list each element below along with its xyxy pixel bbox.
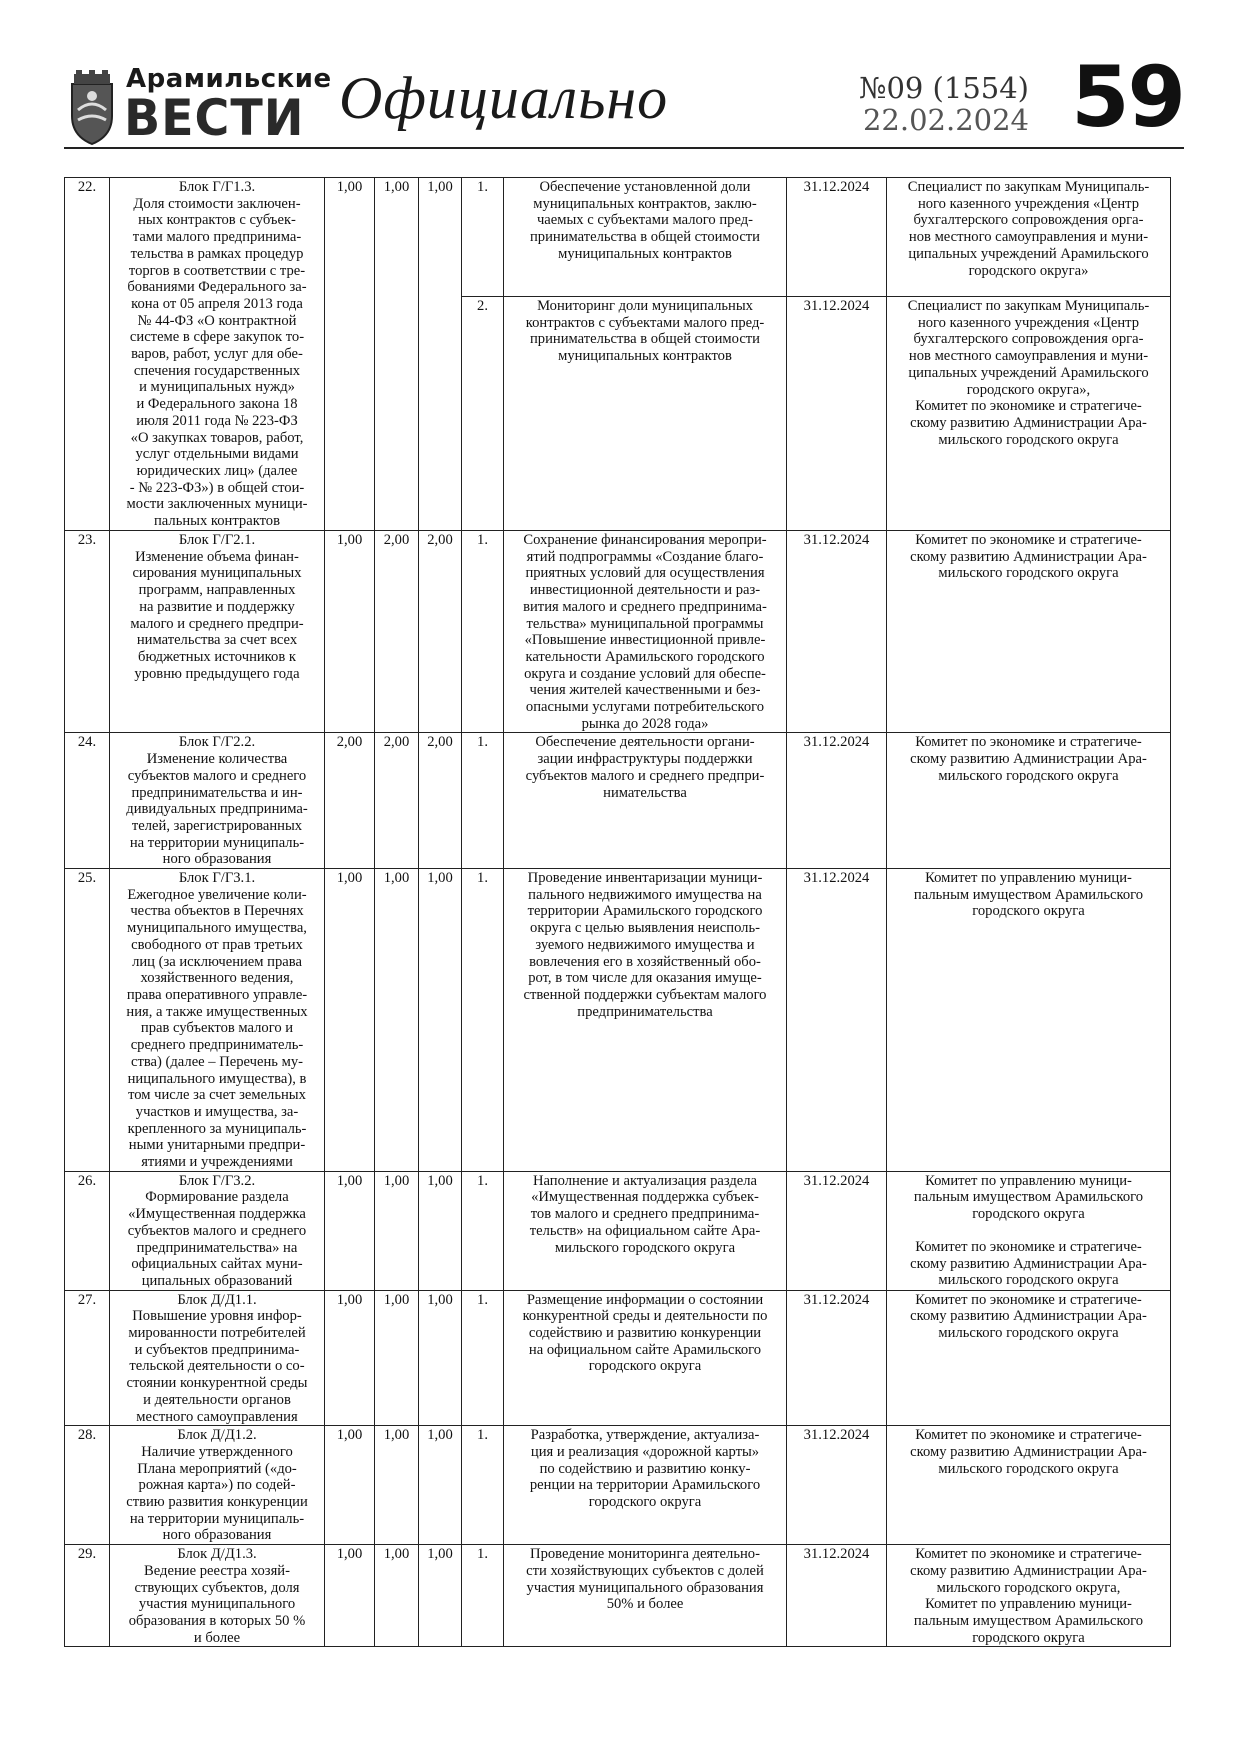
brand-small: Арамильские: [126, 64, 332, 94]
issue-date: 22.02.2024: [862, 103, 1029, 137]
indicator-name: Блок Д/Д1.3. Ведение реестра хозяй- ствующих субъектов, доля участия муниципального образования в которых 50 % и более: [110, 1545, 325, 1647]
action-index: 1.: [462, 1171, 504, 1290]
issue-number: №09 (1554): [859, 71, 1029, 105]
table-row: [65, 531, 1171, 733]
value-1: 1,00: [325, 178, 375, 531]
deadline: 31.12.2024: [787, 1426, 887, 1545]
action-index: 1.: [462, 178, 504, 297]
page-number: 59: [1071, 48, 1184, 146]
action-text: Проведение мониторинга деятельно- сти хозяйствующих субъектов с долей участия муниципального образования 50% и более: [504, 1545, 787, 1647]
indicator-name: Блок Г/Г2.1. Изменение объема финан- сирования муниципальных программ, направленных на развитие и поддержку малого и среднего предпри- нимательства за счет всех бюджетных источников к уровню предыдущего года: [110, 531, 325, 733]
value-3: 1,00: [419, 1545, 462, 1647]
action-index: 2.: [462, 297, 504, 531]
value-2: 2,00: [375, 531, 419, 733]
value-2: 1,00: [375, 1290, 419, 1426]
value-3: 1,00: [419, 178, 462, 531]
row-number: 22.: [65, 178, 110, 531]
page-header: [64, 48, 1184, 154]
indicator-name: Блок Г/Г1.3. Доля стоимости заключен- ных контрактов с субъек- тами малого предпринима- тельства в рамках процедур торгов в соответствии с тре- бованиями Федерального за- кона от 05 апреля 2013 года № 44-ФЗ «О контрактной системе в сфере закупок то- варов, работ, услуг для обе- спечения государственных и муниципальных нужд» и Федерального закона 18 июля 2011 года № 223-ФЗ «О закупках товаров, работ, услуг отдельными видами юридических лиц» (далее - № 223-ФЗ») в общей стои- мости заключенных муници- пальных контрактов: [110, 178, 325, 531]
action-text: Размещение информации о состоянии конкурентной среды и деятельности по содействию и развитию конкуренции на официальном сайте Арамильского городского округа: [504, 1290, 787, 1426]
brand-big: ВЕСТИ: [124, 89, 305, 147]
action-text: Обеспечение деятельности органи- зации инфраструктуры поддержки субъектов малого и среднего предпри- нимательства: [504, 733, 787, 869]
action-index: 1.: [462, 531, 504, 733]
action-index: 1.: [462, 1426, 504, 1545]
value-1: 1,00: [325, 869, 375, 1172]
action-text: Проведение инвентаризации муници- пального недвижимого имущества на территории Арамильского городского округа с целью выявления неисполь- зуемого недвижимого имущества и вовлечения его в хозяйственный обо- рот, в том числе для оказания имуще- ственной поддержки субъектам малого предпринимательства: [504, 869, 787, 1172]
deadline: 31.12.2024: [787, 1290, 887, 1426]
table-row: [65, 1290, 1171, 1426]
table-row: [65, 1171, 1171, 1290]
responsible: Комитет по экономике и стратегиче- скому развитию Администрации Ара- мильского городского округа: [887, 1290, 1171, 1426]
deadline: 31.12.2024: [787, 297, 887, 531]
table-row: [65, 178, 1171, 297]
deadline: 31.12.2024: [787, 531, 887, 733]
deadline: 31.12.2024: [787, 869, 887, 1172]
section-title: Официально: [339, 65, 669, 131]
measures-table-wrap: [64, 177, 1170, 1647]
value-2: 1,00: [375, 1426, 419, 1545]
value-2: 1,00: [375, 1171, 419, 1290]
value-3: 1,00: [419, 1171, 462, 1290]
action-text: Разработка, утверждение, актуализа- ция и реализация «дорожной карты» по содействию и развитию конку- ренции на территории Арамильского городского округа: [504, 1426, 787, 1545]
action-text: Сохранение финансирования меропри- ятий подпрограммы «Создание благо- приятных условий для осуществления инвестиционной деятельности и раз- вития малого и среднего предпринима- тельства» муниципальной программы «Повышение инвестиционной привле- кательности Арамильского городского округа и создание условий для обеспе- чения жителей качественными и без- опасными услугами потребительского рынка до 2028 года»: [504, 531, 787, 733]
indicator-name: Блок Д/Д1.2. Наличие утвержденного Плана мероприятий («до- рожная карта») по содей- ствию развития конкуренции на территории муниципаль- ного образования: [110, 1426, 325, 1545]
row-number: 25.: [65, 869, 110, 1172]
value-3: 1,00: [419, 1426, 462, 1545]
issue-info: [859, 72, 1029, 136]
value-1: 1,00: [325, 1171, 375, 1290]
responsible-cell: [887, 1171, 1171, 1290]
action-text: Обеспечение установленной доли муниципальных контрактов, заклю- чаемых с субъектами малого пред- принимательства в общей стоимости муниципальных контрактов: [504, 178, 787, 297]
row-number: 23.: [65, 531, 110, 733]
row-number: 29.: [65, 1545, 110, 1647]
indicator-name: Блок Г/Г2.2. Изменение количества субъектов малого и среднего предпринимательства и ин- дивидуальных предпринима- телей, зарегистрированных на территории муниципаль- ного образования: [110, 733, 325, 869]
table-row: [65, 1545, 1171, 1647]
value-2: 1,00: [375, 869, 419, 1172]
responsible: Комитет по экономике и стратегиче- скому развитию Администрации Ара- мильского городского округа: [887, 733, 1171, 869]
row-number: 27.: [65, 1290, 110, 1426]
responsible: Комитет по экономике и стратегиче- скому развитию Администрации Ара- мильского городского округа: [887, 531, 1171, 733]
responsible: Комитет по управлению муници- пальным имуществом Арамильского городского округа: [913, 1172, 1144, 1223]
value-3: 2,00: [419, 531, 462, 733]
value-2: 2,00: [375, 733, 419, 869]
responsible: Комитет по экономике и стратегиче- скому развитию Администрации Ара- мильского городского округа, Комитет по управлению муници- пальным имуществом Арамильского городского округа: [887, 1545, 1171, 1647]
value-1: 1,00: [325, 1290, 375, 1426]
header-rule: [64, 147, 1184, 149]
deadline: 31.12.2024: [787, 733, 887, 869]
value-2: 1,00: [375, 1545, 419, 1647]
row-number: 26.: [65, 1171, 110, 1290]
responsible: Специалист по закупкам Муниципаль- ного казенного учреждения «Центр бухгалтерского сопровождения орга- нов местного самоуправления и муни- ципальных учреждений Арамильского городского округа», Комитет по экономике и стратегиче- скому развитию Администрации Ара- мильского городского округа: [887, 297, 1171, 531]
value-1: 2,00: [325, 733, 375, 869]
indicator-name: Блок Д/Д1.1. Повышение уровня инфор- мированности потребителей и субъектов предпринима- тельской деятельности о со- стоянии конкурентной среды и деятельности органов местного самоуправления: [110, 1290, 325, 1426]
indicator-name: Блок Г/Г3.1. Ежегодное увеличение коли- чества объектов в Перечнях муниципального имущества, свободного от прав третьих лиц (за исключением права хозяйственного ведения, права оперативного управле- ния, а также имущественных прав субъектов малого и среднего предприниматель- ства) (далее – Перечень му- ниципального имущества), в том числе за счет земельных участков и имущества, за- крепленного за муниципаль- ными унитарными предпри- ятиями и учреждениями: [110, 869, 325, 1172]
deadline: 31.12.2024: [787, 1171, 887, 1290]
value-2: 1,00: [375, 178, 419, 531]
deadline: 31.12.2024: [787, 178, 887, 297]
action-index: 1.: [462, 733, 504, 869]
row-number: 24.: [65, 733, 110, 869]
action-text: Наполнение и актуализация раздела «Имущественная поддержка субъек- тов малого и среднего предпринима- тельств» на официальном сайте Ара- мильского городского округа: [504, 1171, 787, 1290]
responsible: Комитет по экономике и стратегиче- скому развитию Администрации Ара- мильского городского округа: [887, 1426, 1171, 1545]
table-row: [65, 733, 1171, 869]
indicator-name: Блок Г/Г3.2. Формирование раздела «Имущественная поддержка субъектов малого и среднего предпринимательства» на официальных сайтах муни- ципальных образований: [110, 1171, 325, 1290]
value-3: 1,00: [419, 1290, 462, 1426]
value-1: 1,00: [325, 531, 375, 733]
newspaper-logo: [64, 64, 332, 148]
responsible-spacer: [890, 1223, 1167, 1239]
measures-table: [64, 177, 1171, 1647]
table-row: [65, 1426, 1171, 1545]
value-3: 1,00: [419, 869, 462, 1172]
responsible: Специалист по закупкам Муниципаль- ного казенного учреждения «Центр бухгалтерского сопровождения орга- нов местного самоуправления и муни- ципальных учреждений Арамильского городского округа»: [887, 178, 1171, 297]
row-number: 28.: [65, 1426, 110, 1545]
deadline: 31.12.2024: [787, 1545, 887, 1647]
action-index: 1.: [462, 1290, 504, 1426]
table-row: [65, 869, 1171, 1172]
action-index: 1.: [462, 869, 504, 1172]
coat-of-arms-icon: [64, 70, 120, 146]
value-3: 2,00: [419, 733, 462, 869]
value-1: 1,00: [325, 1545, 375, 1647]
responsible: Комитет по управлению муници- пальным имуществом Арамильского городского округа: [887, 869, 1171, 1172]
action-text: Мониторинг доли муниципальных контрактов с субъектами малого пред- принимательства в общей стоимости муниципальных контрактов: [504, 297, 787, 531]
action-index: 1.: [462, 1545, 504, 1647]
responsible-second: Комитет по экономике и стратегиче- скому развитию Администрации Ара- мильского городского округа: [910, 1238, 1147, 1289]
value-1: 1,00: [325, 1426, 375, 1545]
